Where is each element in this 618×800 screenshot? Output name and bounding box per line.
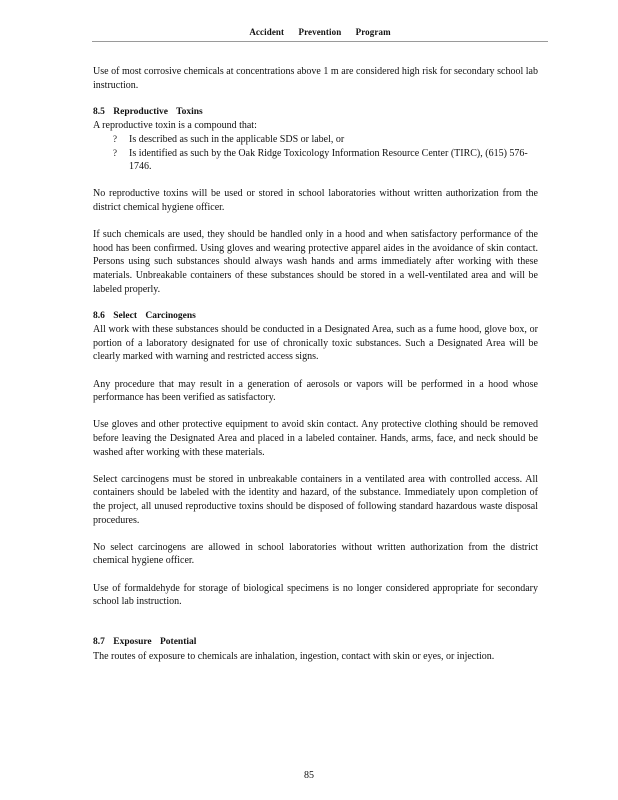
paragraph: Any procedure that may result in a generation of aerosols or vapors will be performed in a hood whose performance has been verified as satisfactory. xyxy=(93,378,538,404)
list-item-text: Is identified as such by the Oak Ridge Toxicology Information Resource Center (TIRC), (615) 576-1746. xyxy=(129,147,528,173)
section-reproductive-toxins xyxy=(93,106,538,296)
list-item xyxy=(93,133,538,147)
list-item-text: Is described as such in the applicable SDS or label, or xyxy=(129,133,345,145)
section-select-carcinogens xyxy=(93,310,538,609)
section-heading: 8.6 Select Carcinogens xyxy=(93,310,196,321)
section-heading: 8.7 Exposure Potential xyxy=(93,636,197,647)
paragraph: All work with these substances should be conducted in a Designated Area, such as a fume hood, glove box, or portion of a laboratory designated for use of chronically toxic substances. Such a Designated Area will be clearly marked with warning and restricted access signs. xyxy=(93,324,538,363)
paragraph: No select carcinogens are allowed in school laboratories without written authorization from the district chemical hygiene officer. xyxy=(93,541,538,567)
paragraph: Select carcinogens must be stored in unbreakable containers in a ventilated area with controlled access. All containers should be labeled with the identity and hazard, of the substance. Immediately upon completion of the project, all unused reproductive toxins should be disposed of following standard hazardous waste disposal procedures. xyxy=(93,473,538,526)
section-exposure-potential xyxy=(93,636,538,663)
paragraph: Use gloves and other protective equipment to avoid skin contact. Any protective clothing should be removed before leaving the Designated Area and placed in a labeled container. Hands, arms, face, and neck should be washed after working with these materials. xyxy=(93,419,538,458)
list-item xyxy=(93,147,538,174)
section-lead: A reproductive toxin is a compound that: xyxy=(93,120,257,132)
page-number: 85 xyxy=(304,770,314,781)
criteria-list xyxy=(93,133,538,174)
bullet-icon: ? xyxy=(113,147,117,158)
running-header: Accident Prevention Program xyxy=(249,27,391,37)
section-heading: 8.5 Reproductive Toxins xyxy=(93,106,203,117)
paragraph: If such chemicals are used, they should be handled only in a hood and when satisfactory performance of the hood has been confirmed. Using gloves and wearing protective apparel aides in the avoidance of skin contact. Persons using such substances should always wash hands and arms immediately after working with these materials. Unbreakable containers of these substances should be stored in a well-ventilated area and will be labeled properly. xyxy=(93,229,538,295)
intro-paragraph: Use of most corrosive chemicals at concentrations above 1 m are considered high risk for secondary school lab instruction. xyxy=(93,66,538,91)
header-divider xyxy=(92,41,548,42)
page-body xyxy=(93,65,538,677)
paragraph: Use of formaldehyde for storage of biological specimens is no longer considered appropriate for secondary school lab instruction. xyxy=(93,582,538,608)
paragraph: The routes of exposure to chemicals are inhalation, ingestion, contact with skin or eyes, or injection. xyxy=(93,650,495,662)
paragraph: No reproductive toxins will be used or stored in school laboratories without written authorization from the district chemical hygiene officer. xyxy=(93,188,538,213)
bullet-icon: ? xyxy=(113,133,117,144)
